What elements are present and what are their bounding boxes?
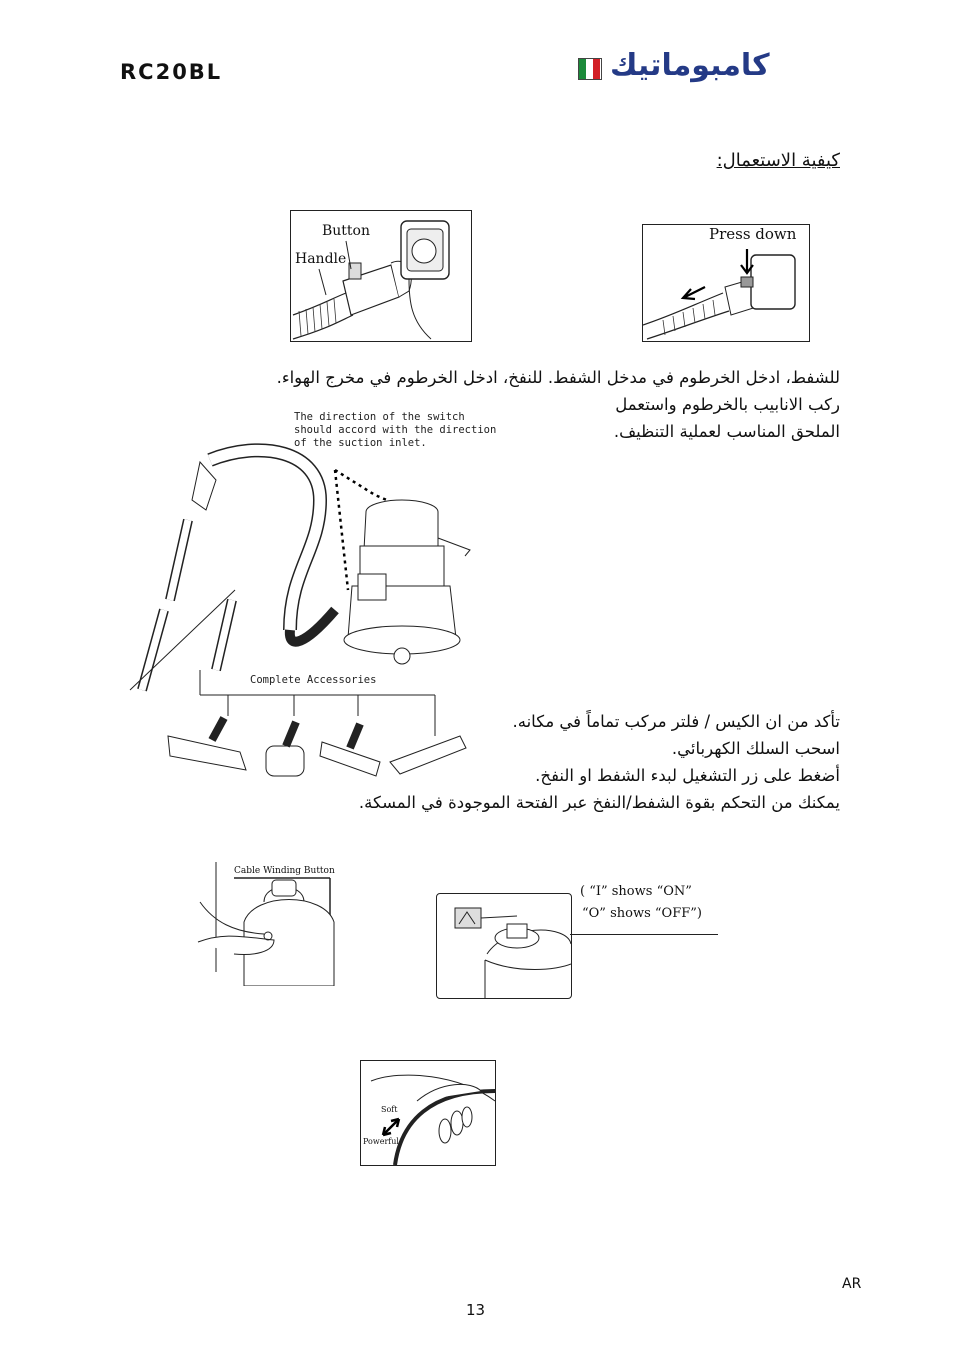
switch-illustration bbox=[437, 894, 571, 998]
language-code: AR bbox=[842, 1276, 862, 1292]
brand-name: كامبوماتيك bbox=[610, 48, 770, 83]
cable-winding-label: Cable Winding Button bbox=[234, 866, 335, 876]
para1-line-2: ركب الانابيب بالخرطوم واستعمل bbox=[615, 395, 840, 414]
para2-line-1: تأكد من ان الكيس / فلتر مركب تماماً في مكانه. bbox=[512, 712, 840, 731]
switch-leader-line bbox=[570, 934, 718, 935]
label-button: Button bbox=[322, 223, 371, 239]
figure-suction-control bbox=[360, 1060, 496, 1166]
figure-handle-button bbox=[290, 210, 472, 342]
instructions-paragraph-2 bbox=[359, 708, 840, 816]
figure-cable-winding bbox=[194, 862, 354, 986]
para2-line-3: أضغط على زر التشغيل لبدء الشفط او النفخ. bbox=[535, 766, 840, 785]
label-press-down: Press down bbox=[709, 225, 797, 243]
section-title: كيفية الاستعمال: bbox=[716, 150, 840, 171]
accessories-label: Complete Accessories bbox=[250, 674, 377, 686]
label-handle: Handle bbox=[295, 251, 347, 267]
figure-press-down bbox=[642, 224, 810, 342]
brand-logo bbox=[578, 48, 868, 88]
figure-switch bbox=[436, 893, 572, 999]
para1-line-1: للشفط، ادخل الخرطوم في مدخل الشفط. للنفخ، ادخل الخرطوم في مخرج الهواء. bbox=[276, 368, 840, 387]
cable-winding-illustration bbox=[194, 862, 354, 986]
para2-line-4: يمكنك من التحكم بقوة الشفط/النفخ عبر الفتحة الموجودة في المسكة. bbox=[358, 793, 840, 812]
para1-line-3: الملحق المناسب لعملية التنظيف. bbox=[613, 422, 840, 441]
switch-on-label: ( “I” shows “ON” bbox=[580, 884, 692, 899]
label-powerful: Powerful bbox=[363, 1137, 399, 1146]
para2-line-2: اسحب السلك الكهربائي. bbox=[671, 739, 840, 758]
flag-icon bbox=[578, 58, 602, 80]
model-number: RC20BL bbox=[120, 60, 223, 84]
switch-off-label: “O” shows “OFF”) bbox=[582, 906, 702, 921]
page-number: 13 bbox=[466, 1301, 486, 1319]
label-soft: Soft bbox=[381, 1105, 398, 1114]
switch-direction-note: The direction of the switch should accord with the direction of the suction inlet. bbox=[294, 411, 497, 449]
handle-illustration bbox=[291, 211, 471, 341]
